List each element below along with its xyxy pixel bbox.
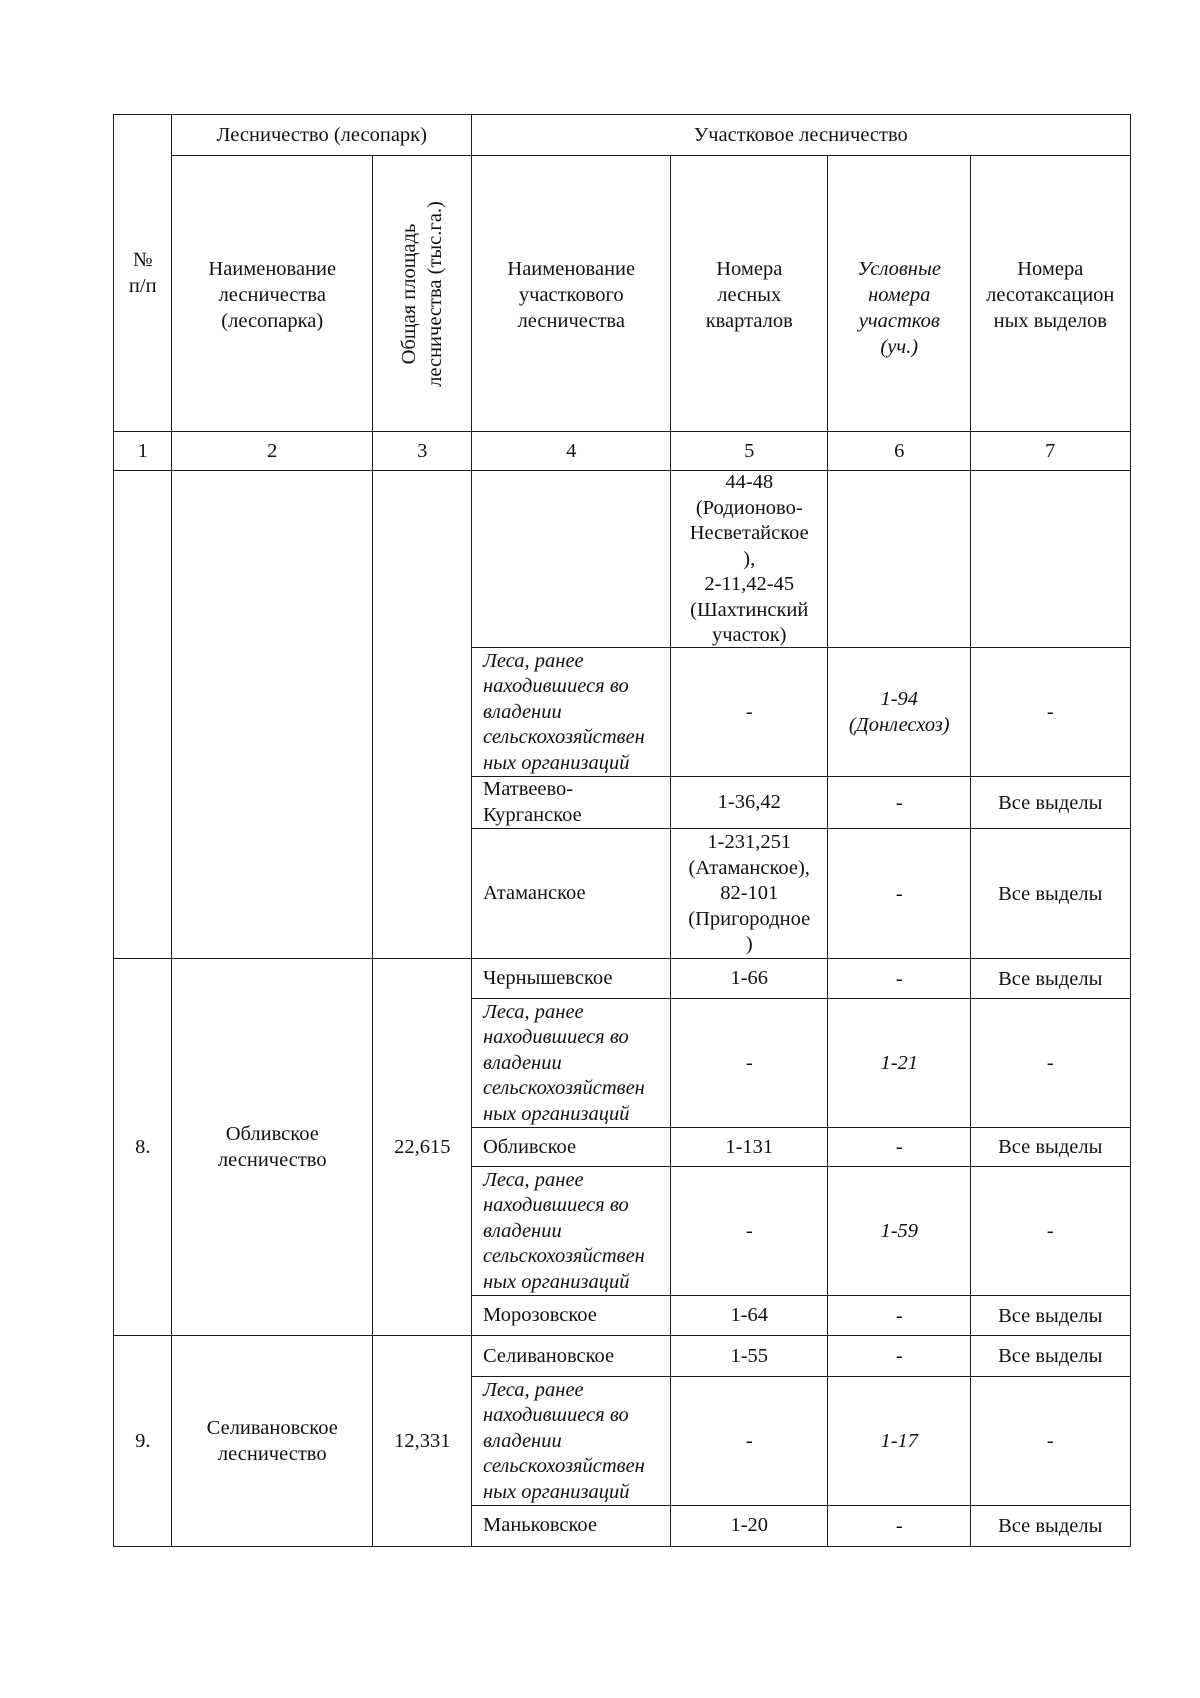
district-name-line: Маньковское (483, 1514, 597, 1536)
column-header-district-name (471, 155, 672, 433)
district-name-line: Матвеево- (483, 778, 574, 801)
district-name-line: Селивановское (483, 1344, 615, 1367)
forestry-name-line: Обливское (225, 1123, 319, 1146)
district-name-line: владении (483, 1051, 562, 1074)
district-name (471, 998, 672, 1129)
plot-numbers (827, 958, 972, 1000)
allotment-numbers (970, 1166, 1131, 1297)
plot-numbers-line: - (895, 1345, 903, 1368)
allotment-numbers (970, 1376, 1131, 1507)
plot-numbers (827, 1505, 972, 1547)
column-header-district-name-line: участкового (518, 284, 624, 306)
column-header-number-line: № (132, 249, 153, 272)
district-name-line: ных организаций (483, 751, 630, 774)
forestry-name-line: лесничество (217, 1149, 327, 1172)
row-number-text: 9. (135, 1429, 151, 1452)
district-name-line: находившиеся во (483, 1026, 629, 1048)
forestry-area (372, 1335, 473, 1547)
district-name (471, 1335, 672, 1378)
quarter-numbers (670, 1376, 829, 1507)
plot-numbers-line: 1-17 (880, 1430, 919, 1453)
district-name-line: владении (483, 1219, 562, 1242)
allotment-numbers-text: - (1046, 701, 1054, 724)
allotment-numbers (970, 1295, 1131, 1337)
plot-numbers (827, 1335, 972, 1378)
district-name (471, 1295, 672, 1337)
quarter-numbers-line: 1-66 (730, 967, 769, 989)
forestry-area (372, 470, 473, 960)
district-name-line: владении (483, 1429, 562, 1452)
column-number-text: 1 (137, 440, 148, 463)
plot-numbers (827, 776, 972, 830)
column-header-plots-line: участков (858, 310, 940, 332)
district-name-line: ных организаций (483, 1480, 630, 1503)
allotment-numbers-text: Все выделы (998, 1136, 1103, 1159)
district-name-line: Атаманское (483, 882, 586, 904)
allotment-numbers (970, 470, 1131, 649)
allotment-numbers-text: - (1046, 1430, 1054, 1453)
column-number (113, 431, 173, 472)
allotment-numbers (970, 828, 1131, 960)
column-number-text: 5 (744, 440, 755, 463)
column-header-quarters (670, 155, 829, 433)
column-number (471, 431, 672, 472)
row-number-text: 8. (135, 1136, 151, 1159)
plot-numbers (827, 470, 972, 649)
column-number-text: 6 (894, 440, 905, 463)
district-name-line: Морозовское (483, 1304, 597, 1326)
allotment-numbers (970, 1335, 1131, 1378)
quarter-numbers-line: - (745, 700, 753, 723)
plot-numbers-line: 1-59 (880, 1220, 919, 1243)
district-name-line: Леса, ранее (483, 649, 584, 672)
quarter-numbers (670, 1335, 829, 1378)
column-header-district-name-line: лесничества (517, 310, 625, 332)
forestry-name (171, 958, 374, 1337)
plot-numbers (827, 998, 972, 1129)
forestry-name (171, 1335, 374, 1547)
plot-numbers-line: - (895, 1304, 903, 1327)
district-name-line: Обливское (483, 1135, 577, 1158)
allotment-numbers (970, 647, 1131, 778)
column-number-text: 7 (1045, 440, 1056, 463)
column-header-total-area-line: Общая площадь (398, 223, 421, 365)
plot-numbers-line: - (895, 1136, 903, 1159)
quarter-numbers-line: (Пригородное (688, 907, 811, 930)
quarter-numbers (670, 1127, 829, 1168)
column-header-allotments (970, 155, 1131, 433)
quarter-numbers-line: 2-11,42-45 (704, 573, 795, 595)
district-name (471, 1166, 672, 1297)
district-name (471, 958, 672, 1000)
quarter-numbers (670, 647, 829, 778)
district-name (471, 1127, 672, 1168)
plot-numbers (827, 647, 972, 778)
allotment-numbers (970, 958, 1131, 1000)
district-name-line: находившиеся во (483, 675, 629, 697)
allotment-numbers (970, 998, 1131, 1129)
column-header-district-name-line: Наименование (507, 258, 636, 280)
quarter-numbers-line: Несветайское (689, 522, 809, 544)
column-header-plots-line: (уч.) (880, 336, 919, 358)
plot-numbers (827, 1166, 972, 1297)
quarter-numbers-line: ) (745, 933, 753, 955)
row-number (113, 958, 173, 1337)
district-name-line: сельскохозяйствен (483, 1455, 645, 1477)
quarter-numbers-line: 1-131 (725, 1135, 774, 1158)
district-name-line: находившиеся во (483, 1404, 629, 1426)
allotment-numbers-text: Все выделы (998, 967, 1103, 990)
quarter-numbers (670, 1166, 829, 1297)
allotment-numbers (970, 1505, 1131, 1547)
district-name-line: Леса, ранее (483, 1378, 584, 1401)
district-name-line: находившиеся во (483, 1194, 629, 1216)
group-header-district-text: Участковое лесничество (693, 124, 908, 147)
district-name-line: ных организаций (483, 1270, 630, 1293)
quarter-numbers (670, 998, 829, 1129)
allotment-numbers-text: - (1046, 1052, 1054, 1075)
district-name-line: сельскохозяйствен (483, 726, 645, 748)
forestry-area (372, 958, 473, 1337)
district-name-line: Чернышевское (483, 967, 613, 989)
column-header-quarters-line: кварталов (705, 310, 793, 332)
plot-numbers (827, 1295, 972, 1337)
district-name-line: Леса, ранее (483, 1168, 584, 1191)
allotment-numbers-text: Все выделы (998, 1304, 1103, 1327)
district-name (471, 647, 672, 778)
column-header-quarters-line: лесных (717, 284, 782, 306)
quarter-numbers-line: 1-64 (730, 1304, 769, 1326)
quarter-numbers-line: (Родионово- (695, 496, 803, 519)
quarter-numbers (670, 470, 829, 649)
column-header-allotments-line: лесотаксацион (986, 284, 1115, 306)
forestry-area-text: 12,331 (394, 1429, 451, 1452)
district-name (471, 828, 672, 960)
group-header-forestry (171, 114, 473, 157)
allotment-numbers (970, 776, 1131, 830)
district-name (471, 470, 672, 649)
row-number (113, 470, 173, 960)
plot-numbers-line: 1-94 (880, 688, 919, 711)
column-header-allotments-line: Номера (1017, 258, 1084, 280)
district-name-line: сельскохозяйствен (483, 1077, 645, 1099)
quarter-numbers-line: участок) (712, 624, 787, 646)
column-header-forestry-name-line: (лесопарка) (221, 310, 324, 332)
forestry-area-text: 22,615 (394, 1136, 451, 1159)
quarter-numbers-line: - (745, 1429, 753, 1452)
column-header-total-area-line: лесничества (тыс.га.) (424, 200, 447, 387)
district-name-line: сельскохозяйствен (483, 1245, 645, 1267)
row-number (113, 1335, 173, 1547)
district-name-line: Курганское (483, 803, 582, 826)
quarter-numbers-line: 82-101 (720, 882, 779, 904)
allotment-numbers-text: Все выделы (998, 882, 1103, 905)
group-header-district (471, 114, 1131, 157)
quarter-numbers-line: (Атаманское), (688, 856, 810, 879)
plot-numbers-line: (Донлесхоз) (848, 714, 950, 737)
plot-numbers-line: - (895, 967, 903, 990)
quarter-numbers-line: (Шахтинский (690, 598, 809, 621)
quarter-numbers-line: - (745, 1219, 753, 1242)
district-name (471, 1376, 672, 1507)
quarter-numbers (670, 1505, 829, 1547)
column-number (171, 431, 374, 472)
forestry-name-line: Селивановское (206, 1416, 338, 1439)
column-header-forestry-name-line: лесничества (218, 284, 326, 306)
column-header-forestry-name (171, 155, 374, 433)
district-name-line: ных организаций (483, 1102, 630, 1125)
quarter-numbers-line: 1-231,251 (707, 831, 792, 853)
quarter-numbers-line: - (745, 1051, 753, 1074)
plot-numbers-line: - (895, 791, 903, 814)
quarter-numbers-line: 1-55 (730, 1344, 769, 1367)
quarter-numbers-line: ), (743, 547, 756, 570)
plot-numbers-line: - (895, 1514, 903, 1537)
district-name-line: владении (483, 700, 562, 723)
forestry-name-line: лесничество (217, 1442, 327, 1465)
quarter-numbers (670, 828, 829, 960)
plot-numbers (827, 1376, 972, 1507)
column-number-text: 4 (566, 440, 577, 463)
allotment-numbers-text: Все выделы (998, 791, 1103, 814)
district-name-line: Леса, ранее (483, 1000, 584, 1023)
plot-numbers (827, 1127, 972, 1168)
column-header-number-line: п/п (128, 275, 157, 298)
column-header-plots-line: номера (868, 284, 931, 306)
allotment-numbers (970, 1127, 1131, 1168)
plot-numbers-line: - (895, 882, 903, 905)
column-header-total-area (372, 155, 473, 433)
column-header-forestry-name-line: Наименование (208, 258, 337, 280)
allotment-numbers-text: Все выделы (998, 1514, 1103, 1537)
group-header-forestry-text: Лесничество (лесопарк) (216, 124, 427, 147)
column-number (970, 431, 1131, 472)
allotment-numbers-text: - (1046, 1220, 1054, 1243)
column-number (827, 431, 972, 472)
column-header-quarters-line: Номера (716, 258, 783, 280)
quarter-numbers (670, 776, 829, 830)
forestry-name (171, 470, 374, 960)
column-number (670, 431, 829, 472)
quarter-numbers-line: 1-20 (730, 1514, 769, 1536)
quarter-numbers (670, 958, 829, 1000)
column-header-number (113, 114, 173, 433)
column-number (372, 431, 473, 472)
plot-numbers (827, 828, 972, 960)
column-header-plots (827, 155, 972, 433)
quarter-numbers-line: 44-48 (725, 471, 774, 493)
column-header-allotments-line: ных выделов (993, 310, 1107, 332)
district-name (471, 1505, 672, 1547)
quarter-numbers (670, 1295, 829, 1337)
plot-numbers-line: 1-21 (880, 1052, 919, 1075)
column-number-text: 2 (267, 440, 278, 463)
allotment-numbers-text: Все выделы (998, 1345, 1103, 1368)
quarter-numbers-line: 1-36,42 (717, 791, 781, 813)
column-number-text: 3 (417, 440, 428, 463)
district-name (471, 776, 672, 830)
column-header-plots-line: Условные (857, 258, 941, 280)
